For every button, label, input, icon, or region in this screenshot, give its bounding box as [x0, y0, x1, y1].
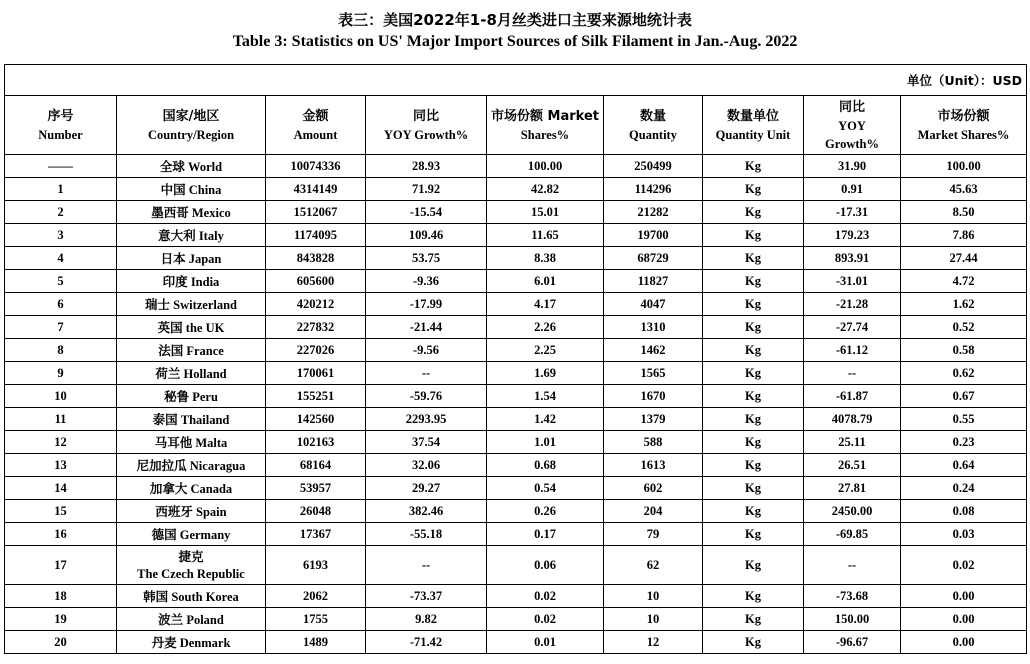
cell-number: 15 — [5, 500, 117, 523]
cell-quantity: 1462 — [604, 339, 703, 362]
cell-number: —— — [5, 155, 117, 178]
cell-amount: 1174095 — [266, 224, 366, 247]
cell-quantity-share: 0.67 — [901, 385, 1027, 408]
cell-amount: 420212 — [266, 293, 366, 316]
cell-quantity: 62 — [604, 546, 703, 585]
cell-quantity-yoy: -73.68 — [804, 585, 901, 608]
cell-yoy-growth: 28.93 — [366, 155, 487, 178]
country-name-chinese: 荷兰 — [155, 366, 181, 381]
cell-quantity: 10 — [604, 608, 703, 631]
cell-number: 14 — [5, 477, 117, 500]
country-name-chinese: 波兰 — [158, 612, 184, 627]
cell-amount: 843828 — [266, 247, 366, 270]
cell-quantity-unit: Kg — [703, 608, 804, 631]
cell-yoy-growth: -15.54 — [366, 201, 487, 224]
cell-market-share: 0.02 — [487, 585, 604, 608]
cell-quantity-yoy: 179.23 — [804, 224, 901, 247]
cell-quantity-share: 45.63 — [901, 178, 1027, 201]
cell-quantity-share: 0.02 — [901, 546, 1027, 585]
cell-yoy-growth: 109.46 — [366, 224, 487, 247]
cell-amount: 1755 — [266, 608, 366, 631]
cell-country — [117, 523, 266, 546]
cell-market-share: 1.42 — [487, 408, 604, 431]
cell-quantity-share: 0.03 — [901, 523, 1027, 546]
country-name-english: the UK — [185, 321, 225, 335]
cell-number: 20 — [5, 631, 117, 654]
cell-quantity: 10 — [604, 585, 703, 608]
country-name-english: China — [188, 183, 222, 197]
cell-country — [117, 500, 266, 523]
cell-number: 13 — [5, 454, 117, 477]
cell-country — [117, 362, 266, 385]
cell-amount: 1512067 — [266, 201, 366, 224]
cell-market-share: 15.01 — [487, 201, 604, 224]
country-name-chinese: 秘鲁 — [164, 389, 190, 404]
country-name-english: Japan — [188, 252, 222, 266]
country-name-english: Spain — [196, 505, 227, 519]
cell-country — [117, 270, 266, 293]
cell-quantity: 4047 — [604, 293, 703, 316]
table-row — [5, 339, 1027, 362]
cell-amount: 17367 — [266, 523, 366, 546]
cell-quantity-yoy: -96.67 — [804, 631, 901, 654]
cell-quantity: 19700 — [604, 224, 703, 247]
cell-yoy-growth: -73.37 — [366, 585, 487, 608]
table-row — [5, 247, 1027, 270]
country-name-english: Italy — [198, 229, 224, 243]
country-name-chinese: 捷克 — [178, 548, 204, 564]
table-row — [5, 385, 1027, 408]
table-row — [5, 155, 1027, 178]
table-title-chinese: 表三：美国2022年1-8月丝类进口主要来源地统计表 — [338, 11, 692, 29]
cell-quantity-unit: Kg — [703, 201, 804, 224]
country-name-chinese: 中国 — [160, 182, 186, 197]
cell-amount: 170061 — [266, 362, 366, 385]
cell-yoy-growth: 71.92 — [366, 178, 487, 201]
cell-number: 19 — [5, 608, 117, 631]
cell-quantity-yoy: 25.11 — [804, 431, 901, 454]
cell-quantity-yoy: -27.74 — [804, 316, 901, 339]
header-yoy-growth: 同比 YOY Growth% — [366, 96, 487, 155]
cell-number: 11 — [5, 408, 117, 431]
cell-quantity-share: 4.72 — [901, 270, 1027, 293]
header-amount: 金额 Amount — [266, 96, 366, 155]
cell-number: 7 — [5, 316, 117, 339]
cell-country — [117, 431, 266, 454]
cell-market-share: 1.69 — [487, 362, 604, 385]
cell-market-share: 8.38 — [487, 247, 604, 270]
cell-quantity-unit: Kg — [703, 500, 804, 523]
country-name-chinese: 印度 — [162, 274, 188, 289]
cell-quantity: 79 — [604, 523, 703, 546]
header-quantity: 数量 Quantity — [604, 96, 703, 155]
cell-country — [117, 546, 266, 585]
cell-quantity-share: 0.00 — [901, 608, 1027, 631]
cell-amount: 26048 — [266, 500, 366, 523]
cell-market-share: 2.25 — [487, 339, 604, 362]
cell-yoy-growth: 37.54 — [366, 431, 487, 454]
table-row — [5, 477, 1027, 500]
cell-quantity-unit: Kg — [703, 178, 804, 201]
cell-quantity-share: 0.00 — [901, 585, 1027, 608]
cell-quantity-share: 0.64 — [901, 454, 1027, 477]
cell-market-share: 4.17 — [487, 293, 604, 316]
cell-yoy-growth: -9.36 — [366, 270, 487, 293]
table-row — [5, 201, 1027, 224]
country-name-english: Nicaragua — [189, 459, 246, 473]
cell-number: 12 — [5, 431, 117, 454]
cell-quantity-share: 7.86 — [901, 224, 1027, 247]
unit-label: 单位（Unit）：USD — [5, 65, 1027, 96]
cell-quantity: 602 — [604, 477, 703, 500]
cell-quantity: 21282 — [604, 201, 703, 224]
cell-quantity-share: 0.55 — [901, 408, 1027, 431]
table-row — [5, 316, 1027, 339]
table-row — [5, 631, 1027, 654]
cell-yoy-growth: 2293.95 — [366, 408, 487, 431]
cell-quantity-yoy: 0.91 — [804, 178, 901, 201]
cell-quantity: 11827 — [604, 270, 703, 293]
cell-number: 5 — [5, 270, 117, 293]
cell-country — [117, 201, 266, 224]
table-row — [5, 546, 1027, 585]
cell-quantity-yoy: 893.91 — [804, 247, 901, 270]
cell-yoy-growth: -71.42 — [366, 631, 487, 654]
cell-quantity-share: 0.24 — [901, 477, 1027, 500]
cell-yoy-growth: 53.75 — [366, 247, 487, 270]
cell-number: 3 — [5, 224, 117, 247]
cell-number: 10 — [5, 385, 117, 408]
cell-quantity: 250499 — [604, 155, 703, 178]
cell-quantity-unit: Kg — [703, 477, 804, 500]
cell-amount: 53957 — [266, 477, 366, 500]
cell-amount: 102163 — [266, 431, 366, 454]
country-name-english: France — [186, 344, 224, 358]
cell-market-share: 0.68 — [487, 454, 604, 477]
cell-quantity-yoy: 2450.00 — [804, 500, 901, 523]
cell-quantity-unit: Kg — [703, 408, 804, 431]
cell-market-share: 1.54 — [487, 385, 604, 408]
cell-quantity-unit: Kg — [703, 293, 804, 316]
cell-quantity-yoy: -21.28 — [804, 293, 901, 316]
cell-quantity-unit: Kg — [703, 585, 804, 608]
cell-quantity-yoy: -- — [804, 362, 901, 385]
cell-market-share: 100.00 — [487, 155, 604, 178]
cell-quantity-unit: Kg — [703, 431, 804, 454]
cell-quantity-yoy: 26.51 — [804, 454, 901, 477]
table-row — [5, 224, 1027, 247]
cell-country — [117, 408, 266, 431]
cell-amount: 10074336 — [266, 155, 366, 178]
cell-quantity-unit: Kg — [703, 385, 804, 408]
cell-number: 4 — [5, 247, 117, 270]
country-name-chinese: 丹麦 — [151, 635, 177, 650]
cell-country — [117, 477, 266, 500]
cell-quantity-share: 27.44 — [901, 247, 1027, 270]
cell-quantity-unit: Kg — [703, 247, 804, 270]
cell-yoy-growth: -21.44 — [366, 316, 487, 339]
country-name-english: Canada — [190, 482, 233, 496]
cell-country — [117, 155, 266, 178]
header-quantity-share: 市场份额 Market Shares% — [901, 96, 1027, 155]
cell-quantity-yoy: -17.31 — [804, 201, 901, 224]
cell-quantity: 204 — [604, 500, 703, 523]
cell-country — [117, 178, 266, 201]
cell-quantity-share: 1.62 — [901, 293, 1027, 316]
cell-quantity-yoy: 4078.79 — [804, 408, 901, 431]
cell-quantity: 1379 — [604, 408, 703, 431]
cell-quantity-yoy: -61.87 — [804, 385, 901, 408]
cell-quantity-share: 0.62 — [901, 362, 1027, 385]
cell-market-share: 6.01 — [487, 270, 604, 293]
country-name-chinese: 西班牙 — [155, 504, 193, 519]
table-row — [5, 585, 1027, 608]
cell-amount: 142560 — [266, 408, 366, 431]
cell-yoy-growth: 382.46 — [366, 500, 487, 523]
cell-number: 16 — [5, 523, 117, 546]
cell-yoy-growth: -59.76 — [366, 385, 487, 408]
cell-number: 2 — [5, 201, 117, 224]
cell-quantity-yoy: -69.85 — [804, 523, 901, 546]
cell-yoy-growth: 32.06 — [366, 454, 487, 477]
country-name-chinese: 泰国 — [152, 412, 178, 427]
cell-country — [117, 585, 266, 608]
country-name-chinese: 尼加拉瓜 — [136, 458, 187, 473]
cell-quantity-unit: Kg — [703, 631, 804, 654]
cell-market-share: 11.65 — [487, 224, 604, 247]
cell-quantity-yoy: 150.00 — [804, 608, 901, 631]
cell-market-share: 1.01 — [487, 431, 604, 454]
cell-quantity-unit: Kg — [703, 155, 804, 178]
table-row — [5, 270, 1027, 293]
table-row — [5, 408, 1027, 431]
country-name-chinese: 韩国 — [143, 589, 169, 604]
country-name-chinese: 日本 — [160, 251, 186, 266]
cell-amount: 68164 — [266, 454, 366, 477]
cell-market-share: 0.06 — [487, 546, 604, 585]
cell-yoy-growth: -- — [366, 546, 487, 585]
cell-quantity-share: 0.08 — [901, 500, 1027, 523]
cell-yoy-growth: 9.82 — [366, 608, 487, 631]
cell-yoy-growth: -17.99 — [366, 293, 487, 316]
cell-quantity-unit: Kg — [703, 224, 804, 247]
cell-yoy-growth: -9.56 — [366, 339, 487, 362]
cell-country — [117, 454, 266, 477]
cell-amount: 1489 — [266, 631, 366, 654]
header-quantity-unit: 数量单位 Quantity Unit — [703, 96, 804, 155]
cell-quantity-share: 0.00 — [901, 631, 1027, 654]
country-name-english: Switzerland — [173, 298, 238, 312]
cell-yoy-growth: -55.18 — [366, 523, 487, 546]
cell-country — [117, 316, 266, 339]
country-name-english: South Korea — [171, 590, 239, 604]
cell-quantity-yoy: -31.01 — [804, 270, 901, 293]
cell-country — [117, 608, 266, 631]
country-name-chinese: 加拿大 — [149, 481, 188, 496]
cell-market-share: 0.01 — [487, 631, 604, 654]
cell-amount: 605600 — [266, 270, 366, 293]
import-sources-table — [4, 64, 1027, 654]
country-name-chinese: 意大利 — [158, 228, 196, 243]
cell-quantity-share: 0.23 — [901, 431, 1027, 454]
cell-quantity-unit: Kg — [703, 362, 804, 385]
cell-amount: 155251 — [266, 385, 366, 408]
cell-quantity-share: 100.00 — [901, 155, 1027, 178]
cell-market-share: 0.54 — [487, 477, 604, 500]
cell-quantity-unit: Kg — [703, 316, 804, 339]
country-name-english: World — [188, 160, 223, 174]
cell-quantity: 114296 — [604, 178, 703, 201]
country-name-chinese: 全球 — [159, 159, 185, 174]
cell-amount: 6193 — [266, 546, 366, 585]
table-row — [5, 608, 1027, 631]
cell-quantity-share: 0.52 — [901, 316, 1027, 339]
country-name-english: Malta — [195, 436, 228, 450]
cell-country — [117, 224, 266, 247]
cell-number: 17 — [5, 546, 117, 585]
cell-quantity: 1565 — [604, 362, 703, 385]
cell-amount: 4314149 — [266, 178, 366, 201]
table-row — [5, 362, 1027, 385]
country-name-english: Thailand — [180, 413, 230, 427]
cell-quantity-unit: Kg — [703, 339, 804, 362]
cell-amount: 227832 — [266, 316, 366, 339]
cell-market-share: 2.26 — [487, 316, 604, 339]
country-name-chinese: 德国 — [151, 527, 177, 542]
cell-country — [117, 247, 266, 270]
cell-quantity: 588 — [604, 431, 703, 454]
cell-number: 18 — [5, 585, 117, 608]
cell-quantity: 1310 — [604, 316, 703, 339]
country-name-chinese: 墨西哥 — [151, 205, 189, 220]
cell-market-share: 0.17 — [487, 523, 604, 546]
cell-yoy-growth: 29.27 — [366, 477, 487, 500]
table-row — [5, 500, 1027, 523]
cell-number: 9 — [5, 362, 117, 385]
table-row — [5, 293, 1027, 316]
header-country: 国家/地区 Country/Region — [117, 96, 266, 155]
cell-quantity: 1613 — [604, 454, 703, 477]
cell-quantity: 1670 — [604, 385, 703, 408]
cell-quantity-share: 8.50 — [901, 201, 1027, 224]
cell-number: 6 — [5, 293, 117, 316]
cell-yoy-growth: -- — [366, 362, 487, 385]
header-market-share: 市场份额 Market Shares% — [487, 96, 604, 155]
country-name-english: Poland — [186, 613, 224, 627]
cell-amount: 227026 — [266, 339, 366, 362]
table-row — [5, 431, 1027, 454]
country-name-english: Holland — [183, 367, 227, 381]
country-name-english: The Czech Republic — [137, 566, 245, 581]
cell-number: 8 — [5, 339, 117, 362]
cell-quantity: 12 — [604, 631, 703, 654]
country-name-english: Germany — [179, 528, 231, 542]
country-name-chinese: 英国 — [157, 320, 183, 335]
table-row — [5, 178, 1027, 201]
cell-quantity-yoy: -61.12 — [804, 339, 901, 362]
country-name-english: Mexico — [191, 206, 231, 220]
cell-quantity-unit: Kg — [703, 546, 804, 585]
country-name-english: Denmark — [179, 636, 231, 650]
table-row — [5, 523, 1027, 546]
cell-country — [117, 631, 266, 654]
country-name-chinese: 瑞士 — [144, 297, 170, 312]
cell-quantity-unit: Kg — [703, 523, 804, 546]
country-name-english: India — [190, 275, 220, 289]
cell-market-share: 0.02 — [487, 608, 604, 631]
cell-quantity-yoy: -- — [804, 546, 901, 585]
cell-market-share: 0.26 — [487, 500, 604, 523]
header-quantity-yoy: 同比 YOY Growth% — [804, 96, 901, 155]
cell-quantity-share: 0.58 — [901, 339, 1027, 362]
cell-market-share: 42.82 — [487, 178, 604, 201]
country-name-chinese: 马耳他 — [154, 435, 193, 450]
country-name-english: Peru — [192, 390, 218, 404]
cell-quantity-unit: Kg — [703, 454, 804, 477]
country-name-chinese: 法国 — [158, 343, 184, 358]
cell-country — [117, 293, 266, 316]
cell-amount: 2062 — [266, 585, 366, 608]
cell-quantity-yoy: 31.90 — [804, 155, 901, 178]
cell-quantity-yoy: 27.81 — [804, 477, 901, 500]
cell-country — [117, 339, 266, 362]
cell-quantity: 68729 — [604, 247, 703, 270]
cell-country — [117, 385, 266, 408]
cell-quantity-unit: Kg — [703, 270, 804, 293]
table-title-english: Table 3: Statistics on US' Major Import Sources of Silk Filament in Jan.-Aug. 2022 — [232, 33, 798, 50]
header-number: 序号 Number — [5, 96, 117, 155]
header-row — [5, 96, 1027, 155]
table-row — [5, 454, 1027, 477]
cell-number: 1 — [5, 178, 117, 201]
